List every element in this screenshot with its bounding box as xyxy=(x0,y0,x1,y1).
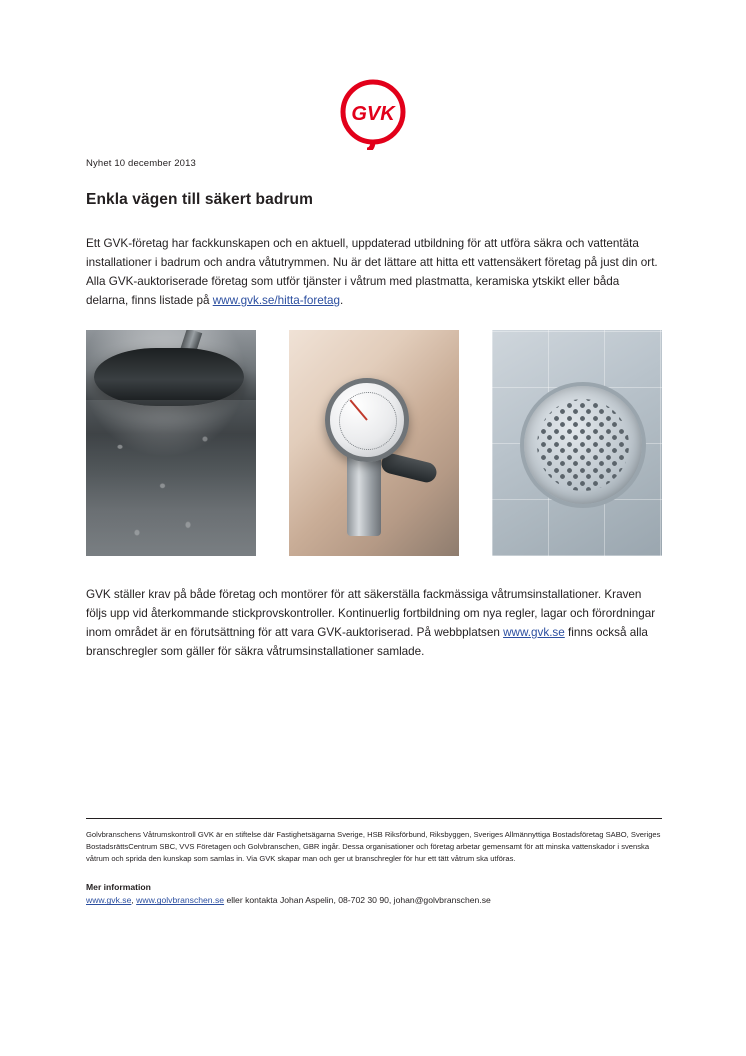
drain-ring xyxy=(520,382,646,508)
gauge-grip xyxy=(379,452,438,485)
document-body xyxy=(86,586,662,680)
link-hitta-foretag[interactable]: www.gvk.se/hitta-foretag xyxy=(212,293,341,307)
footer-link-gvk-se[interactable]: www.gvk.se xyxy=(86,895,132,906)
footer xyxy=(86,818,662,905)
photo-shower-head xyxy=(86,330,256,556)
more-information-heading: Mer information xyxy=(86,882,151,893)
photo-pressure-gauge xyxy=(289,330,459,556)
link-gvk-se[interactable]: www.gvk.se xyxy=(503,625,565,639)
gauge-ticks xyxy=(339,392,397,450)
footer-link-separator: , xyxy=(131,895,137,906)
dateline: Nyhet 10 december 2013 xyxy=(86,158,196,169)
page-title: Enkla vägen till säkert badrum xyxy=(86,191,313,208)
drain-holes xyxy=(537,399,629,491)
photo-floor-drain xyxy=(492,330,662,556)
water-drops xyxy=(86,400,256,556)
body-text-before: GVK ställer krav på både företag och montörer för att säkerställa fackmässiga våtrumsinstallationer. Kraven följs upp vid återkommande stickprovskontroller. Kontinuerlig fortbildning om nya regler, lagar och förordningar inom området är en förutsättning för att vara GVK-auktoriserad. På webbplatsen xyxy=(86,588,656,639)
intro-paragraph xyxy=(86,235,662,311)
footer-link-golvbranschen-se[interactable]: www.golvbranschen.se xyxy=(136,895,225,906)
gauge-dial xyxy=(325,378,409,462)
intro-text-after: . xyxy=(340,293,344,307)
footer-divider xyxy=(86,818,662,819)
contact-line xyxy=(86,895,662,905)
document-header xyxy=(86,158,662,329)
body-paragraph xyxy=(86,586,662,662)
shower-head xyxy=(94,348,244,406)
svg-text:GVK: GVK xyxy=(351,103,395,125)
footer-contact-text: eller kontakta Johan Aspelin, 08-702 30 90, johan@golvbranschen.se xyxy=(224,895,491,906)
footer-fine-print: Golvbranschens Våtrumskontroll GVK är en stiftelse där Fastighetsägarna Sverige, HSB Riksförbund, Riksbyggen, Sveriges Allmännyttiga Bostadsföretag SABO, Sveriges BostadsrättsCentrum SBC, VVS Företagen och Golvbranschen, GBR ingår. Dessa organisationer och företag arbetar gemensamt för att minska vattenskador i svenska våtrum och sprida den kunskap som samlas in. Via GVK skapar man och ger ut branschregler för hur ett tätt våtrum ska utföras. xyxy=(86,830,661,863)
logo-container xyxy=(0,78,746,150)
body-text-after: finns också alla branschregler som gäller för säkra våtrumsinstallationer samlade. xyxy=(86,625,648,658)
gvk-logo xyxy=(337,78,409,150)
image-row xyxy=(86,330,662,556)
intro-text-before: Ett GVK-företag har fackkunskapen och en aktuell, uppdaterad utbildning för att utföra säkra och vattentäta installationer i badrum och andra våtutrymmen. Nu är det lättare att hitta ett vattensäkert företag på just din ort. Alla GVK-auktoriserade företag som utför tjänster i våtrum med plastmatta, keramiska ytskikt eller båda delarna, finns listade på xyxy=(86,237,658,307)
